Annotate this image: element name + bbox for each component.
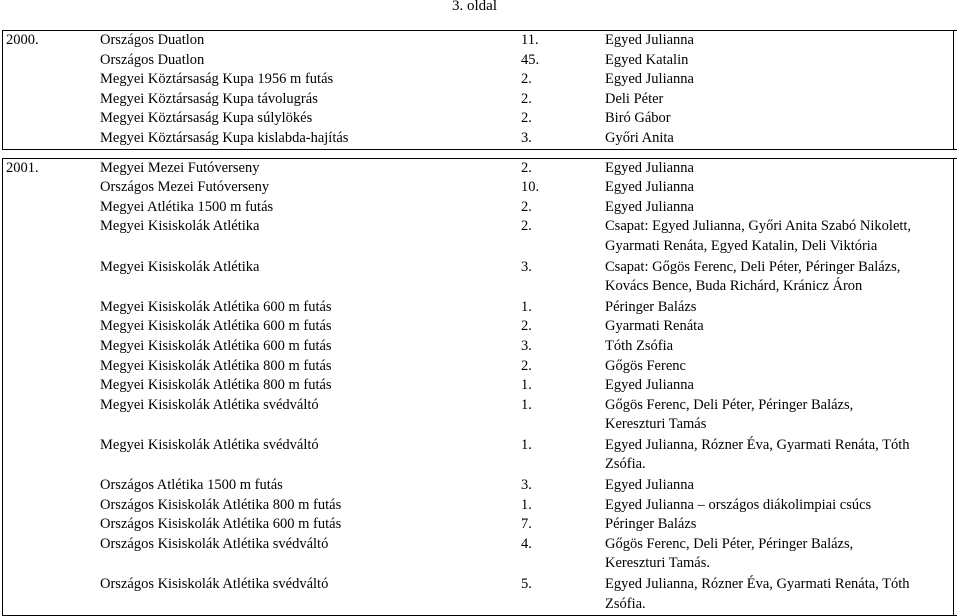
- event-cell: Megyei Kisiskolák Atlétika 600 m futás: [100, 318, 332, 335]
- place-cell: 10.: [521, 179, 540, 196]
- event-cell: Országos Duatlon: [100, 51, 205, 68]
- event-cell: Megyei Köztársaság Kupa 1956 m futás: [100, 71, 334, 88]
- event-cell: Megyei Köztársaság Kupa távolugrás: [100, 90, 318, 107]
- name-cell: Biró Gábor: [602, 109, 954, 129]
- table-row: [2, 90, 957, 110]
- table-row: [2, 258, 957, 298]
- name-cell: Egyed Julianna: [602, 31, 954, 51]
- event-cell: Megyei Kisiskolák Atlétika 600 m futás: [100, 337, 332, 354]
- event-cell: Országos Atlétika 1500 m futás: [100, 477, 283, 494]
- table-row: [2, 396, 957, 436]
- name-line-2: Kereszturi Tamás: [605, 416, 707, 433]
- year-cell: 2000.: [2, 31, 97, 51]
- table-row: [2, 337, 957, 357]
- name-line-2: Kovács Bence, Buda Richárd, Kránicz Áron: [605, 278, 863, 295]
- name-cell: [602, 258, 954, 298]
- name-line-1: Gőgös Ferenc, Deli Péter, Péringer Balázs,: [605, 535, 854, 552]
- event-cell: Megyei Atlétika 1500 m futás: [100, 198, 274, 215]
- name-cell: Egyed Julianna: [602, 376, 954, 396]
- place-cell: 2.: [521, 318, 532, 335]
- name-cell: Egyed Julianna: [602, 159, 954, 179]
- name-cell: Egyed Julianna: [602, 476, 954, 496]
- place-cell: 3.: [521, 337, 532, 354]
- section-2001: [2, 158, 957, 616]
- name-cell: [602, 535, 954, 575]
- place-cell: 3.: [521, 129, 532, 146]
- table-row: [2, 357, 957, 377]
- name-line-2: Gyarmati Renáta, Egyed Katalin, Deli Viktória: [605, 237, 878, 254]
- name-cell: [602, 575, 954, 615]
- name-cell: Egyed Katalin: [602, 51, 954, 71]
- event-cell: Megyei Kisiskolák Atlétika 600 m futás: [100, 298, 332, 315]
- table-row: [2, 159, 957, 179]
- place-cell: 5.: [521, 576, 532, 593]
- page-number: 3. oldal: [452, 0, 497, 14]
- place-cell: 45.: [521, 51, 540, 68]
- results-table: [2, 30, 957, 616]
- name-cell: Tóth Zsófia: [602, 337, 954, 357]
- event-cell: Országos Kisiskolák Atlétika 600 m futás: [100, 516, 342, 533]
- name-cell: Péringer Balázs: [602, 515, 954, 535]
- place-cell: 4.: [521, 535, 532, 552]
- name-line-1: Csapat: Gőgös Ferenc, Deli Péter, Péringer Balázs,: [605, 258, 901, 275]
- table-row: [2, 51, 957, 71]
- name-cell: [602, 217, 954, 257]
- name-line-2: Kereszturi Tamás.: [605, 555, 711, 572]
- name-line-2: Zsófia.: [605, 595, 646, 612]
- event-cell: Megyei Kisiskolák Atlétika 800 m futás: [100, 377, 332, 394]
- place-cell: 2.: [521, 357, 532, 374]
- name-cell: Egyed Julianna – országos diákolimpiai csúcs: [602, 496, 954, 516]
- place-cell: 2.: [521, 218, 532, 235]
- name-cell: Gőgös Ferenc: [602, 357, 954, 377]
- event-cell: Országos Mezei Futóverseny: [100, 179, 270, 196]
- year-cell: 2001.: [2, 159, 97, 179]
- name-cell: Győri Anita: [602, 129, 954, 149]
- table-row: [2, 317, 957, 337]
- name-cell: Gyarmati Renáta: [602, 317, 954, 337]
- place-cell: 1.: [521, 496, 532, 513]
- table-row: [2, 70, 957, 90]
- event-cell: Megyei Kisiskolák Atlétika svédváltó: [100, 396, 319, 413]
- name-cell: Péringer Balázs: [602, 298, 954, 318]
- place-cell: 2.: [521, 71, 532, 88]
- place-cell: 11.: [521, 32, 539, 48]
- table-row: [2, 129, 957, 149]
- table-row: [2, 376, 957, 396]
- place-cell: 1.: [521, 436, 532, 453]
- place-cell: 2.: [521, 159, 532, 176]
- event-cell: Megyei Köztársaság Kupa kislabda-hajítás: [100, 129, 349, 146]
- place-cell: 2.: [521, 110, 532, 127]
- table-row: [2, 515, 957, 535]
- table-row: [2, 575, 957, 615]
- name-cell: [602, 396, 954, 436]
- section-2000: [2, 30, 957, 150]
- event-cell: Megyei Kisiskolák Atlétika: [100, 218, 260, 235]
- place-cell: 3.: [521, 477, 532, 494]
- table-row: [2, 217, 957, 257]
- table-row: [2, 31, 957, 51]
- table-row: [2, 496, 957, 516]
- event-cell: Megyei Köztársaság Kupa súlylökés: [100, 110, 313, 127]
- table-row: [2, 198, 957, 218]
- place-cell: 7.: [521, 516, 532, 533]
- table-row: [2, 436, 957, 476]
- event-cell: Megyei Kisiskolák Atlétika: [100, 258, 260, 275]
- table-row: [2, 109, 957, 129]
- event-cell: Országos Kisiskolák Atlétika svédváltó: [100, 535, 329, 552]
- table-row: [2, 298, 957, 318]
- table-row: [2, 178, 957, 198]
- name-cell: Egyed Julianna: [602, 70, 954, 90]
- name-line-1: Gőgös Ferenc, Deli Péter, Péringer Balázs,: [605, 396, 854, 413]
- event-cell: Országos Kisiskolák Atlétika svédváltó: [100, 576, 329, 593]
- name-line-1: Egyed Julianna, Rózner Éva, Gyarmati Renáta, Tóth: [605, 576, 910, 593]
- event-cell: Megyei Mezei Futóverseny: [100, 159, 260, 176]
- place-cell: 3.: [521, 258, 532, 275]
- table-row: [2, 535, 957, 575]
- place-cell: 1.: [521, 298, 532, 315]
- name-line-2: Zsófia.: [605, 456, 646, 473]
- name-line-1: Egyed Julianna, Rózner Éva, Gyarmati Renáta, Tóth: [605, 436, 910, 453]
- place-cell: 1.: [521, 396, 532, 413]
- event-cell: Megyei Kisiskolák Atlétika svédváltó: [100, 436, 319, 453]
- name-cell: [602, 436, 954, 476]
- event-cell: Országos Kisiskolák Atlétika 800 m futás: [100, 496, 342, 513]
- place-cell: 2.: [521, 198, 532, 215]
- table-row: [2, 476, 957, 496]
- event-cell: Országos Duatlon: [100, 32, 205, 48]
- name-cell: Deli Péter: [602, 90, 954, 110]
- place-cell: 2.: [521, 90, 532, 107]
- place-cell: 1.: [521, 377, 532, 394]
- event-cell: Megyei Kisiskolák Atlétika 800 m futás: [100, 357, 332, 374]
- name-line-1: Csapat: Egyed Julianna, Győri Anita Szabó Nikolett,: [605, 218, 912, 235]
- name-cell: Egyed Julianna: [602, 178, 954, 198]
- name-cell: Egyed Julianna: [602, 198, 954, 218]
